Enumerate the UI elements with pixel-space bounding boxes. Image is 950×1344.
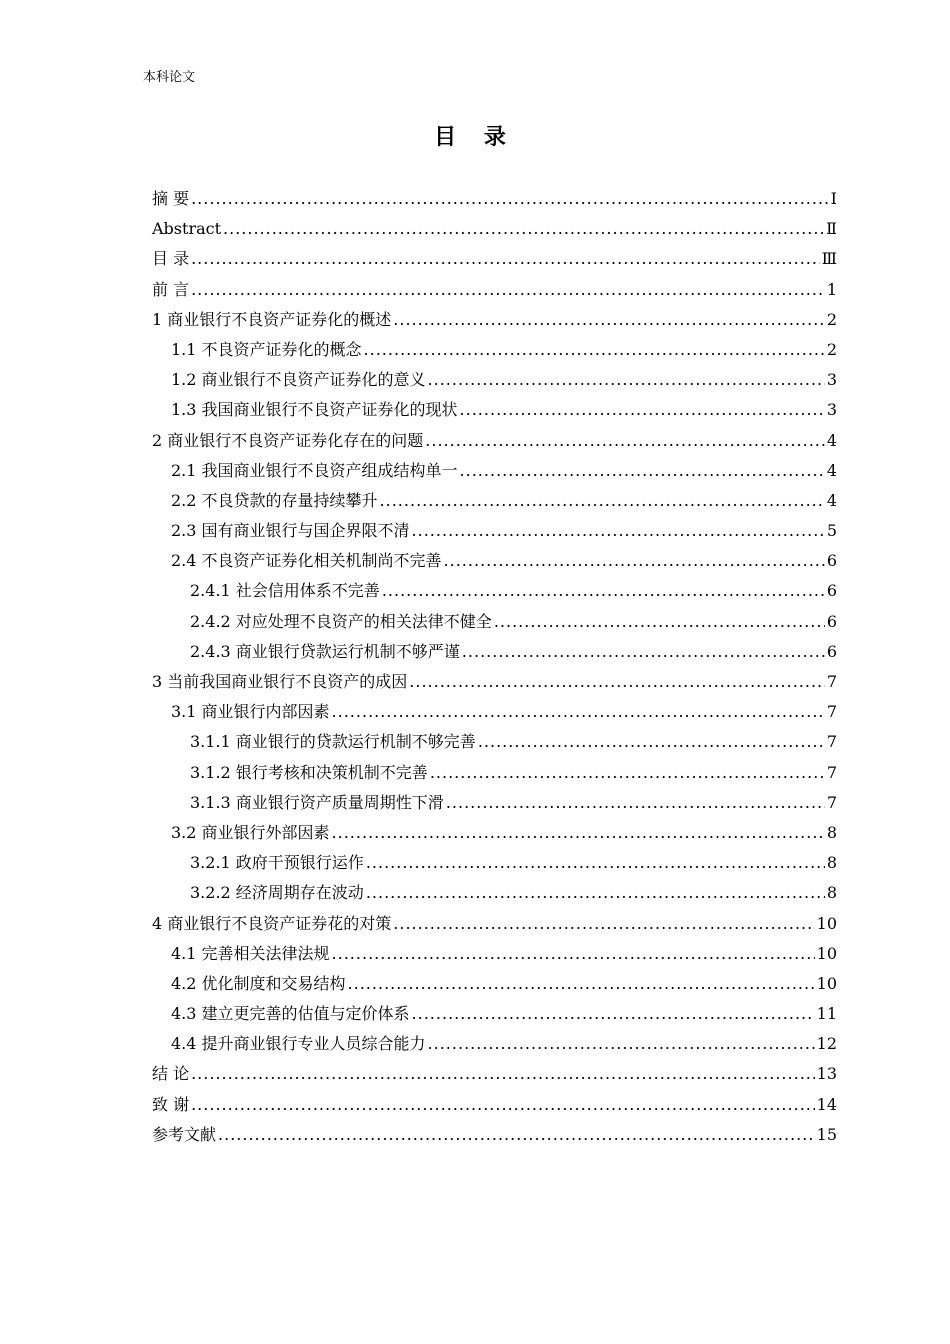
toc-leader-dots bbox=[382, 576, 825, 606]
toc-leader-dots bbox=[460, 395, 825, 425]
toc-leader-dots bbox=[428, 1029, 815, 1059]
toc-leader-dots bbox=[393, 305, 825, 335]
toc-leader-dots bbox=[380, 486, 825, 516]
toc-entry-label: Abstract bbox=[152, 219, 222, 239]
toc-entry[interactable] bbox=[152, 697, 837, 727]
toc-entry-page: 6 bbox=[826, 551, 837, 571]
toc-entry-label: 2.4 不良资产证券化相关机制尚不完善 bbox=[171, 551, 442, 571]
toc-entry[interactable] bbox=[152, 818, 837, 848]
page-header: 本科论文 bbox=[143, 70, 196, 85]
toc-entry-page: 4 bbox=[826, 430, 837, 450]
toc-leader-dots bbox=[425, 426, 825, 456]
toc-entry[interactable] bbox=[152, 1090, 837, 1120]
toc-entry-page: 10 bbox=[816, 913, 837, 933]
toc-entry[interactable] bbox=[152, 788, 837, 818]
toc-leader-dots bbox=[191, 184, 829, 214]
toc-leader-dots bbox=[478, 727, 825, 757]
toc-entry-label: 2.4.3 商业银行贷款运行机制不够严谨 bbox=[190, 641, 460, 661]
toc-entry[interactable] bbox=[152, 305, 837, 335]
toc-entry[interactable] bbox=[152, 848, 837, 878]
toc-entry-page: 10 bbox=[816, 973, 837, 993]
toc-entry-label: 结 论 bbox=[152, 1064, 190, 1084]
toc-leader-dots bbox=[428, 365, 825, 395]
toc-entry[interactable] bbox=[152, 1029, 837, 1059]
toc-leader-dots bbox=[191, 275, 825, 305]
toc-entry-page: Ⅲ bbox=[821, 249, 837, 269]
toc-entry-page: 6 bbox=[826, 611, 837, 631]
toc-entry[interactable] bbox=[152, 426, 837, 456]
page-title: 目 录 bbox=[434, 125, 516, 150]
toc-entry-label: 4.3 建立更完善的估值与定价体系 bbox=[171, 1004, 410, 1024]
toc-entry-page: 8 bbox=[826, 822, 837, 842]
toc-entry-label: 3 当前我国商业银行不良资产的成因 bbox=[152, 672, 408, 691]
toc-entry-label: 4.1 完善相关法律法规 bbox=[171, 943, 330, 963]
toc-leader-dots bbox=[446, 788, 825, 818]
toc-entry-page: 2 bbox=[826, 339, 837, 359]
toc-leader-dots bbox=[332, 939, 815, 969]
toc-leader-dots bbox=[191, 1059, 815, 1089]
toc-entry[interactable] bbox=[152, 939, 837, 969]
toc-entry[interactable] bbox=[152, 456, 837, 486]
toc-leader-dots bbox=[494, 607, 825, 637]
toc-entry-label: 参考文献 bbox=[152, 1124, 217, 1144]
toc-entry[interactable] bbox=[152, 1120, 837, 1150]
toc-entry-page: 13 bbox=[816, 1064, 837, 1084]
toc-entry-label: 致 谢 bbox=[152, 1094, 190, 1114]
toc-entry[interactable] bbox=[152, 758, 837, 788]
toc-entry-page: 8 bbox=[826, 853, 837, 873]
toc-entry-label: 3.2.2 经济周期存在波动 bbox=[190, 883, 364, 903]
toc-entry-label: 4.4 提升商业银行专业人员综合能力 bbox=[171, 1034, 426, 1054]
toc-entry[interactable] bbox=[152, 214, 837, 244]
toc-entry-page: 7 bbox=[826, 792, 837, 812]
toc-entry[interactable] bbox=[152, 727, 837, 757]
toc-entry-label: 2.4.1 社会信用体系不完善 bbox=[190, 581, 380, 601]
toc-entry-page: 4 bbox=[826, 490, 837, 510]
toc-leader-dots bbox=[218, 1120, 815, 1150]
toc-leader-dots bbox=[364, 335, 825, 365]
toc-entry-page: 15 bbox=[816, 1124, 837, 1144]
toc-leader-dots bbox=[444, 546, 825, 576]
toc-entry-page: 5 bbox=[826, 521, 837, 541]
toc-leader-dots bbox=[332, 818, 825, 848]
toc-entry-label: 3.2.1 政府干预银行运作 bbox=[190, 853, 364, 873]
toc-entry[interactable] bbox=[152, 365, 837, 395]
toc-entry[interactable] bbox=[152, 667, 837, 697]
toc-entry-page: 7 bbox=[826, 672, 837, 691]
toc-entry-page: Ⅰ bbox=[830, 189, 837, 208]
toc-leader-dots bbox=[412, 999, 815, 1029]
toc-entry-page: 6 bbox=[826, 581, 837, 601]
toc-entry-page: 1 bbox=[826, 279, 837, 299]
toc-entry-label: 4 商业银行不良资产证券花的对策 bbox=[152, 913, 392, 933]
toc-entry[interactable] bbox=[152, 335, 837, 365]
toc-leader-dots bbox=[223, 214, 824, 244]
toc-entry-label: 2.3 国有商业银行与国企界限不清 bbox=[171, 521, 410, 541]
toc-leader-dots bbox=[412, 516, 825, 546]
toc-entry-page: 3 bbox=[826, 370, 837, 390]
toc-leader-dots bbox=[191, 244, 819, 274]
toc-entry-page: 6 bbox=[826, 641, 837, 661]
toc-entry-label: 前 言 bbox=[152, 279, 190, 299]
toc-entry-label: 3.1 商业银行内部因素 bbox=[171, 702, 330, 722]
toc-entry[interactable] bbox=[152, 576, 837, 606]
toc-leader-dots bbox=[460, 456, 825, 486]
toc-entry[interactable] bbox=[152, 184, 837, 214]
toc-entry[interactable] bbox=[152, 275, 837, 305]
toc-leader-dots bbox=[409, 667, 825, 697]
toc-entry-label: 2.1 我国商业银行不良资产组成结构单一 bbox=[171, 460, 458, 480]
toc-entry-page: 7 bbox=[826, 732, 837, 752]
toc-entry[interactable] bbox=[152, 516, 837, 546]
toc-entry[interactable] bbox=[152, 244, 837, 274]
toc-leader-dots bbox=[332, 697, 825, 727]
toc-entry[interactable] bbox=[152, 878, 837, 908]
toc-entry-label: 2.2 不良贷款的存量持续攀升 bbox=[171, 490, 378, 510]
toc-entry-label: 摘 要 bbox=[152, 189, 190, 208]
toc-entry[interactable] bbox=[152, 395, 837, 425]
table-of-contents bbox=[152, 184, 837, 1150]
toc-leader-dots bbox=[393, 909, 814, 939]
toc-leader-dots bbox=[462, 637, 825, 667]
toc-entry-page: 7 bbox=[826, 762, 837, 782]
toc-entry[interactable] bbox=[152, 999, 837, 1029]
toc-entry-page: 12 bbox=[816, 1034, 837, 1054]
toc-entry-page: 14 bbox=[816, 1094, 837, 1114]
toc-entry-label: 2.4.2 对应处理不良资产的相关法律不健全 bbox=[190, 611, 492, 631]
toc-entry-label: 1.3 我国商业银行不良资产证券化的现状 bbox=[171, 400, 458, 420]
toc-entry-page: Ⅱ bbox=[826, 219, 837, 239]
toc-leader-dots bbox=[191, 1090, 815, 1120]
toc-entry-page: 2 bbox=[826, 309, 837, 329]
toc-entry-page: 11 bbox=[816, 1004, 837, 1024]
toc-entry-label: 3.2 商业银行外部因素 bbox=[171, 822, 330, 842]
toc-entry-label: 目 录 bbox=[152, 249, 190, 269]
toc-entry[interactable] bbox=[152, 637, 837, 667]
toc-entry-label: 3.1.3 商业银行资产质量周期性下滑 bbox=[190, 792, 444, 812]
toc-entry-label: 2 商业银行不良资产证券化存在的问题 bbox=[152, 430, 424, 450]
toc-entry[interactable] bbox=[152, 909, 837, 939]
toc-entry[interactable] bbox=[152, 486, 837, 516]
toc-leader-dots bbox=[348, 969, 815, 999]
toc-leader-dots bbox=[366, 848, 825, 878]
toc-entry-page: 10 bbox=[816, 943, 837, 963]
toc-entry-label: 3.1.2 银行考核和决策机制不完善 bbox=[190, 762, 428, 782]
toc-entry[interactable] bbox=[152, 1059, 837, 1089]
toc-entry-label: 1 商业银行不良资产证券化的概述 bbox=[152, 309, 392, 329]
toc-entry-page: 8 bbox=[826, 883, 837, 903]
toc-entry-label: 4.2 优化制度和交易结构 bbox=[171, 973, 346, 993]
toc-entry-label: 1.2 商业银行不良资产证券化的意义 bbox=[171, 370, 426, 390]
toc-entry-page: 3 bbox=[826, 400, 837, 420]
toc-entry[interactable] bbox=[152, 607, 837, 637]
toc-entry[interactable] bbox=[152, 546, 837, 576]
toc-leader-dots bbox=[430, 758, 825, 788]
toc-entry-label: 3.1.1 商业银行的贷款运行机制不够完善 bbox=[190, 732, 476, 752]
toc-entry-page: 4 bbox=[826, 460, 837, 480]
toc-entry-label: 1.1 不良资产证券化的概念 bbox=[171, 339, 362, 359]
toc-leader-dots bbox=[366, 878, 825, 908]
toc-entry-page: 7 bbox=[826, 702, 837, 722]
toc-entry[interactable] bbox=[152, 969, 837, 999]
